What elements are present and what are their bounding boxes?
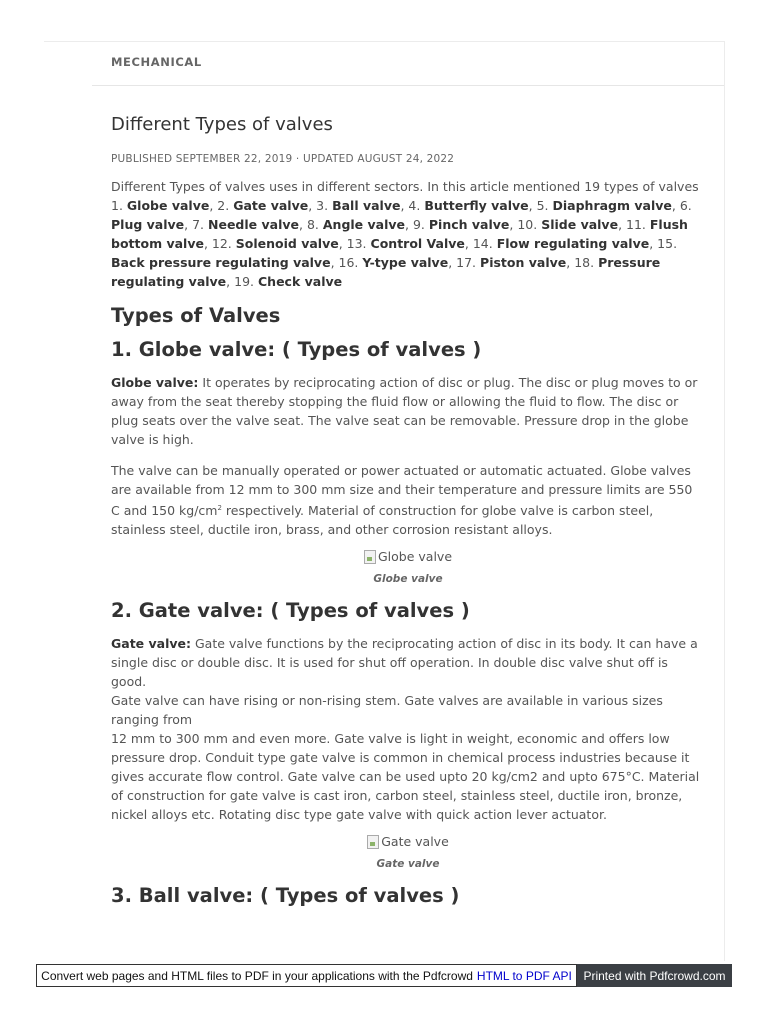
valve-list-item: Ball valve: [332, 198, 401, 213]
valve-list-number: 5.: [536, 198, 549, 213]
valve-list-item: Needle valve: [208, 217, 299, 232]
valve-list-item: Slide valve: [541, 217, 619, 232]
ball-valve-heading: 3. Ball valve: ( Types of valves ): [111, 884, 460, 908]
valve-list-item: Globe valve: [126, 198, 210, 213]
valve-list-item: Angle valve: [322, 217, 406, 232]
valve-list-number: 6.: [679, 198, 692, 213]
valve-list-item: Back pressure regulating valve: [111, 255, 331, 270]
valve-list-number: 14.: [472, 236, 493, 251]
globe-valve-heading: 1. Globe valve: ( Types of valves ): [111, 338, 482, 361]
publish-meta: PUBLISHED SEPTEMBER 22, 2019 · UPDATED AUGUST 24, 2022: [111, 153, 455, 165]
globe-paragraph-2: [111, 461, 705, 539]
valve-list-item: Piston valve: [480, 255, 567, 270]
valve-list-item: Control Valve: [370, 236, 465, 251]
globe-valve-image: [364, 549, 452, 565]
valve-list-number: 2.: [217, 198, 230, 213]
valve-list-item: Butterfly valve: [424, 198, 529, 213]
broken-image-icon: [364, 550, 376, 564]
valve-list-item: Plug valve: [111, 217, 185, 232]
page-right-border: [724, 41, 725, 961]
valve-list-number: 15.: [657, 236, 678, 251]
valve-list-item: Y-type valve: [362, 255, 449, 270]
intro-text: Different Types of valves uses in different sectors. In this article mentioned 19 types of valves: [111, 179, 699, 194]
types-heading: Types of Valves: [111, 304, 281, 327]
article: [111, 112, 705, 919]
page-top-border: [44, 41, 725, 42]
valve-list-number: 17.: [456, 255, 477, 270]
globe-valve-figure: [111, 549, 705, 586]
gate-valve-caption: Gate valve: [376, 858, 440, 871]
valve-list-number: 1.: [111, 198, 123, 213]
footer-promo-text: Convert web pages and HTML files to PDF in your applications with the Pdfcrowd: [41, 968, 473, 983]
valve-list-number: 9.: [412, 217, 425, 232]
globe-valve-caption: Globe valve: [373, 573, 443, 586]
valve-list-number: 10.: [517, 217, 538, 232]
gate-lead: Gate valve:: [111, 636, 191, 652]
valve-list-number: 3.: [316, 198, 329, 213]
globe-image-alt: Globe valve: [377, 549, 453, 565]
valve-list-number: 18.: [574, 255, 595, 270]
pdfcrowd-footer: [36, 964, 732, 987]
valve-list-number: 19.: [234, 274, 255, 289]
intro-paragraph: [111, 177, 705, 291]
gate-image-alt: Gate valve: [381, 834, 449, 850]
globe-superscript: 2: [217, 504, 222, 512]
gate-valve-heading: 2. Gate valve: ( Types of valves ): [111, 599, 470, 623]
valve-list-number: 11.: [626, 217, 646, 232]
html-to-pdf-api-link[interactable]: HTML to PDF API: [476, 968, 572, 983]
gate-paragraph-2: Gate valve can have rising or non-rising stem. Gate valves are available in various sizes ranging from: [111, 693, 663, 728]
valve-list-number: 7.: [192, 217, 205, 232]
valve-list-item: Flush bottom valve: [111, 217, 688, 251]
gate-text-1: Gate valve functions by the reciprocating action of disc in its body. It can have a single disc or double disc. It is used for shut off operation. In double disc valve shut off is good.: [111, 636, 698, 690]
valve-list-item: Pressure regulating valve: [111, 255, 661, 289]
gate-paragraph-3: 12 mm to 300 mm and even more. Gate valve is light in weight, economic and offers low pressure drop. Conduit type gate valve is common in chemical process industries because it gives accurate flow control. Gate valve can be used upto 20 kg/cm2 and upto 675°C. Material of construction for gate valve is cast iron, carbon steel, stainless steel, ductile iron, bronze, nickel alloys etc. Rotating disc type gate valve with quick action lever actuator.: [111, 731, 700, 823]
footer-promo: [36, 964, 577, 987]
broken-image-icon: [367, 835, 379, 849]
valve-list-item: Gate valve: [233, 198, 309, 213]
article-title: Different Types of valves: [111, 114, 333, 135]
valve-list-number: 4.: [408, 198, 421, 213]
valve-list-number: 8.: [306, 217, 319, 232]
valve-list-item: Check valve: [258, 274, 343, 289]
valve-list-item: Pinch valve: [428, 217, 510, 232]
valve-list-number: 12.: [211, 236, 232, 251]
globe-text-1: It operates by reciprocating action of disc or plug. The disc or plug moves to or away from the seat thereby stopping the fluid flow or allowing the fluid to flow. The disc or plug seats over the valve seat. The valve seat can be removable. Pressure drop in the globe valve is high.: [111, 375, 698, 447]
valve-list-item: Flow regulating valve: [496, 236, 650, 251]
gate-paragraph-1: [111, 634, 705, 691]
gate-valve-figure: [111, 834, 705, 871]
valve-list-item: Solenoid valve: [235, 236, 339, 251]
category-label[interactable]: MECHANICAL: [111, 55, 202, 69]
valve-list-number: 13.: [346, 236, 367, 251]
valve-list-item: Diaphragm valve: [552, 198, 672, 213]
globe-text-2a: The valve can be manually operated or power actuated or automatic actuated. Globe valves are available from 12 mm to 300 mm size and their temperature and pressure limits are 550 C and 150 kg/cm: [111, 463, 693, 519]
valve-list-number: 16.: [338, 255, 359, 270]
printed-with-badge[interactable]: Printed with Pdfcrowd.com: [577, 964, 732, 987]
globe-paragraph-1: [111, 373, 705, 449]
valve-list: 1. Globe valve, 2. Gate valve, 3. Ball valve, 4. Butterfly valve, 5. Diaphragm valve, 6. Plug valve, 7. Needle valve, 8. Angle valve, 9. Pinch valve, 10. Slide valve, 11. Flush bottom valve, 12. Solenoid valve, 13. Control Valve, 14. Flow regulating valve, 15. Back pressure regulating valve, 16. Y-type valve, 17. Piston valve, 18. Pressure regulating valve, 19. Check valve: [111, 198, 692, 289]
globe-lead: Globe valve:: [111, 375, 199, 390]
category-divider: [92, 85, 724, 86]
gate-valve-image: [367, 834, 449, 850]
globe-text-2b: respectively. Material of construction for globe valve is carbon steel, stainless steel, ductile iron, brass, and other corrosion resistant alloys.: [111, 503, 654, 538]
